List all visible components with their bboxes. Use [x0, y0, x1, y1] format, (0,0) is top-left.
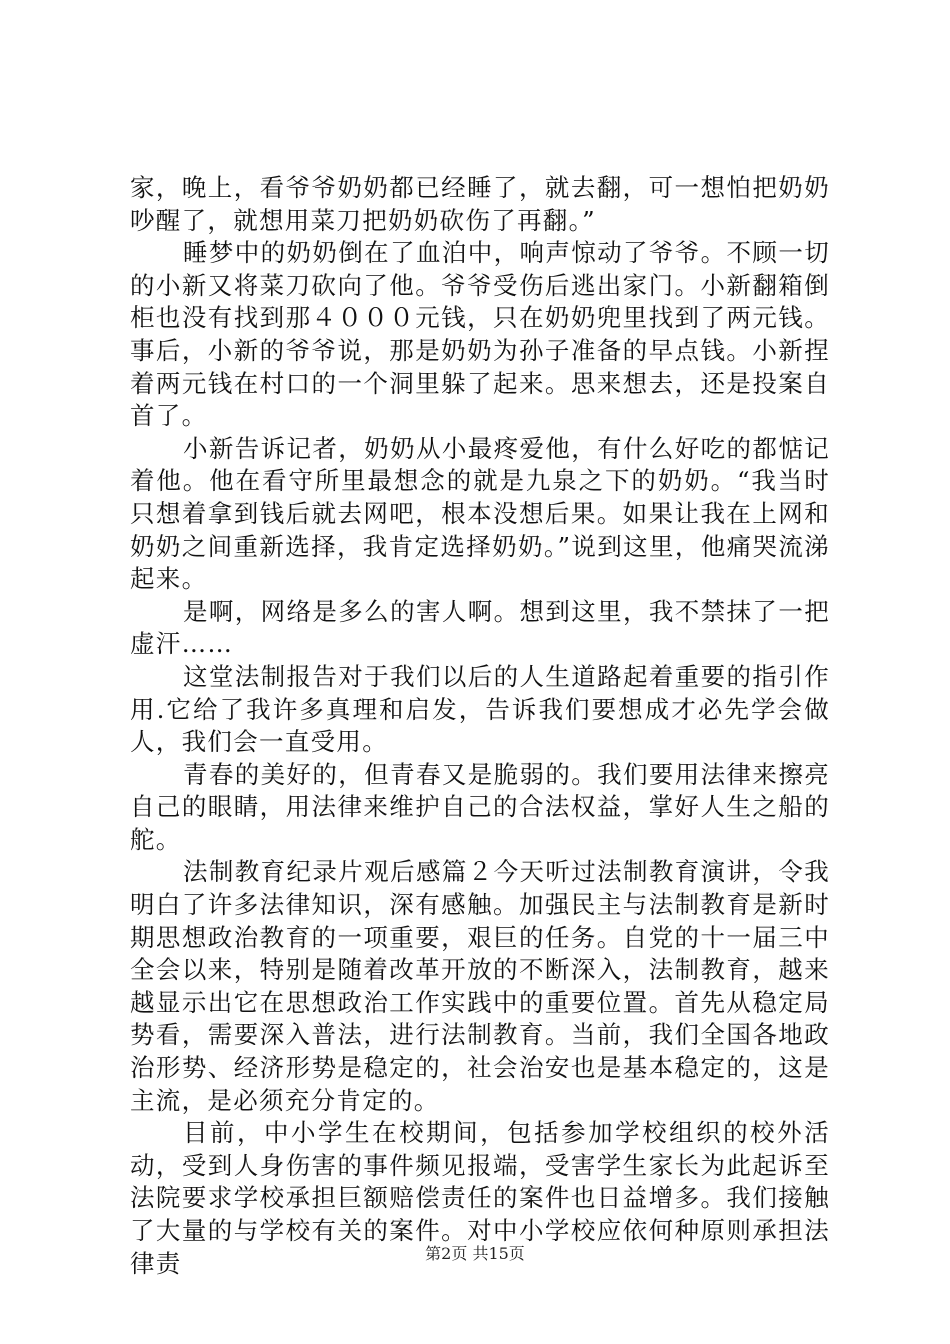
paragraph-5: 这堂法制报告对于我们以后的人生道路起着重要的指引作用.它给了我许多真理和启发，告诉我们要想成才必先学会做人，我们会一直受用。 [130, 661, 830, 757]
page-footer: 第2页 共15页 [425, 1244, 525, 1263]
paragraph-3: 小新告诉记者，奶奶从小最疼爱他，有什么好吃的都惦记着他。他在看守所里最想念的就是九泉之下的奶奶。“我当时只想着拿到钱后就去网吧，根本没想后果。如果让我在上网和奶奶之间重新选择，我肯定选择奶奶。”说到这里，他痛哭流涕起来。 [130, 433, 830, 594]
paragraph-7: 法制教育纪录片观后感篇２今天听过法制教育演讲，令我明白了许多法律知识，深有感触。加强民主与法制教育是新时期思想政治教育的一项重要，艰巨的任务。自党的十一届三中全会以来，特别是随着改革开放的不断深入，法制教育，越来越显示出它在思想政治工作实践中的重要位置。首先从稳定局势看，需要深入普法，进行法制教育。当前，我们全国各地政治形势、经济形势是稳定的，社会治安也是基本稳定的，这是主流，是必须充分肯定的。 [130, 857, 830, 1115]
paragraph-8: 目前，中小学生在校期间，包括参加学校组织的校外活动，受到人身伤害的事件频见报端，受害学生家长为此起诉至法院要求学校承担巨额赔偿责任的案件也日益增多。我们接触了大量的与学校有关的案件。对中小学校应依何种原则承担法律责 [130, 1118, 830, 1278]
body-text [130, 172, 830, 1280]
paragraph-6: 青春的美好的，但青春又是脆弱的。我们要用法律来擦亮自己的眼睛，用法律来维护自己的合法权益，掌好人生之船的舵。 [130, 759, 830, 854]
paragraph-4: 是啊，网络是多么的害人啊。想到这里，我不禁抹了一把虚汗…… [130, 596, 830, 659]
paragraph-1: 家，晚上，看爷爷奶奶都已经睡了，就去翻，可一想怕把奶奶吵醒了，就想用菜刀把奶奶砍伤了再翻。” [130, 173, 830, 235]
paragraph-2: 睡梦中的奶奶倒在了血泊中，响声惊动了爷爷。不顾一切的小新又将菜刀砍向了他。爷爷受伤后逃出家门。小新翻箱倒柜也没有找到那４０００元钱，只在奶奶兜里找到了两元钱。事后，小新的爷爷说，那是奶奶为孙子准备的早点钱。小新捏着两元钱在村口的一个洞里躲了起来。思来想去，还是投案自首了。 [130, 238, 830, 431]
